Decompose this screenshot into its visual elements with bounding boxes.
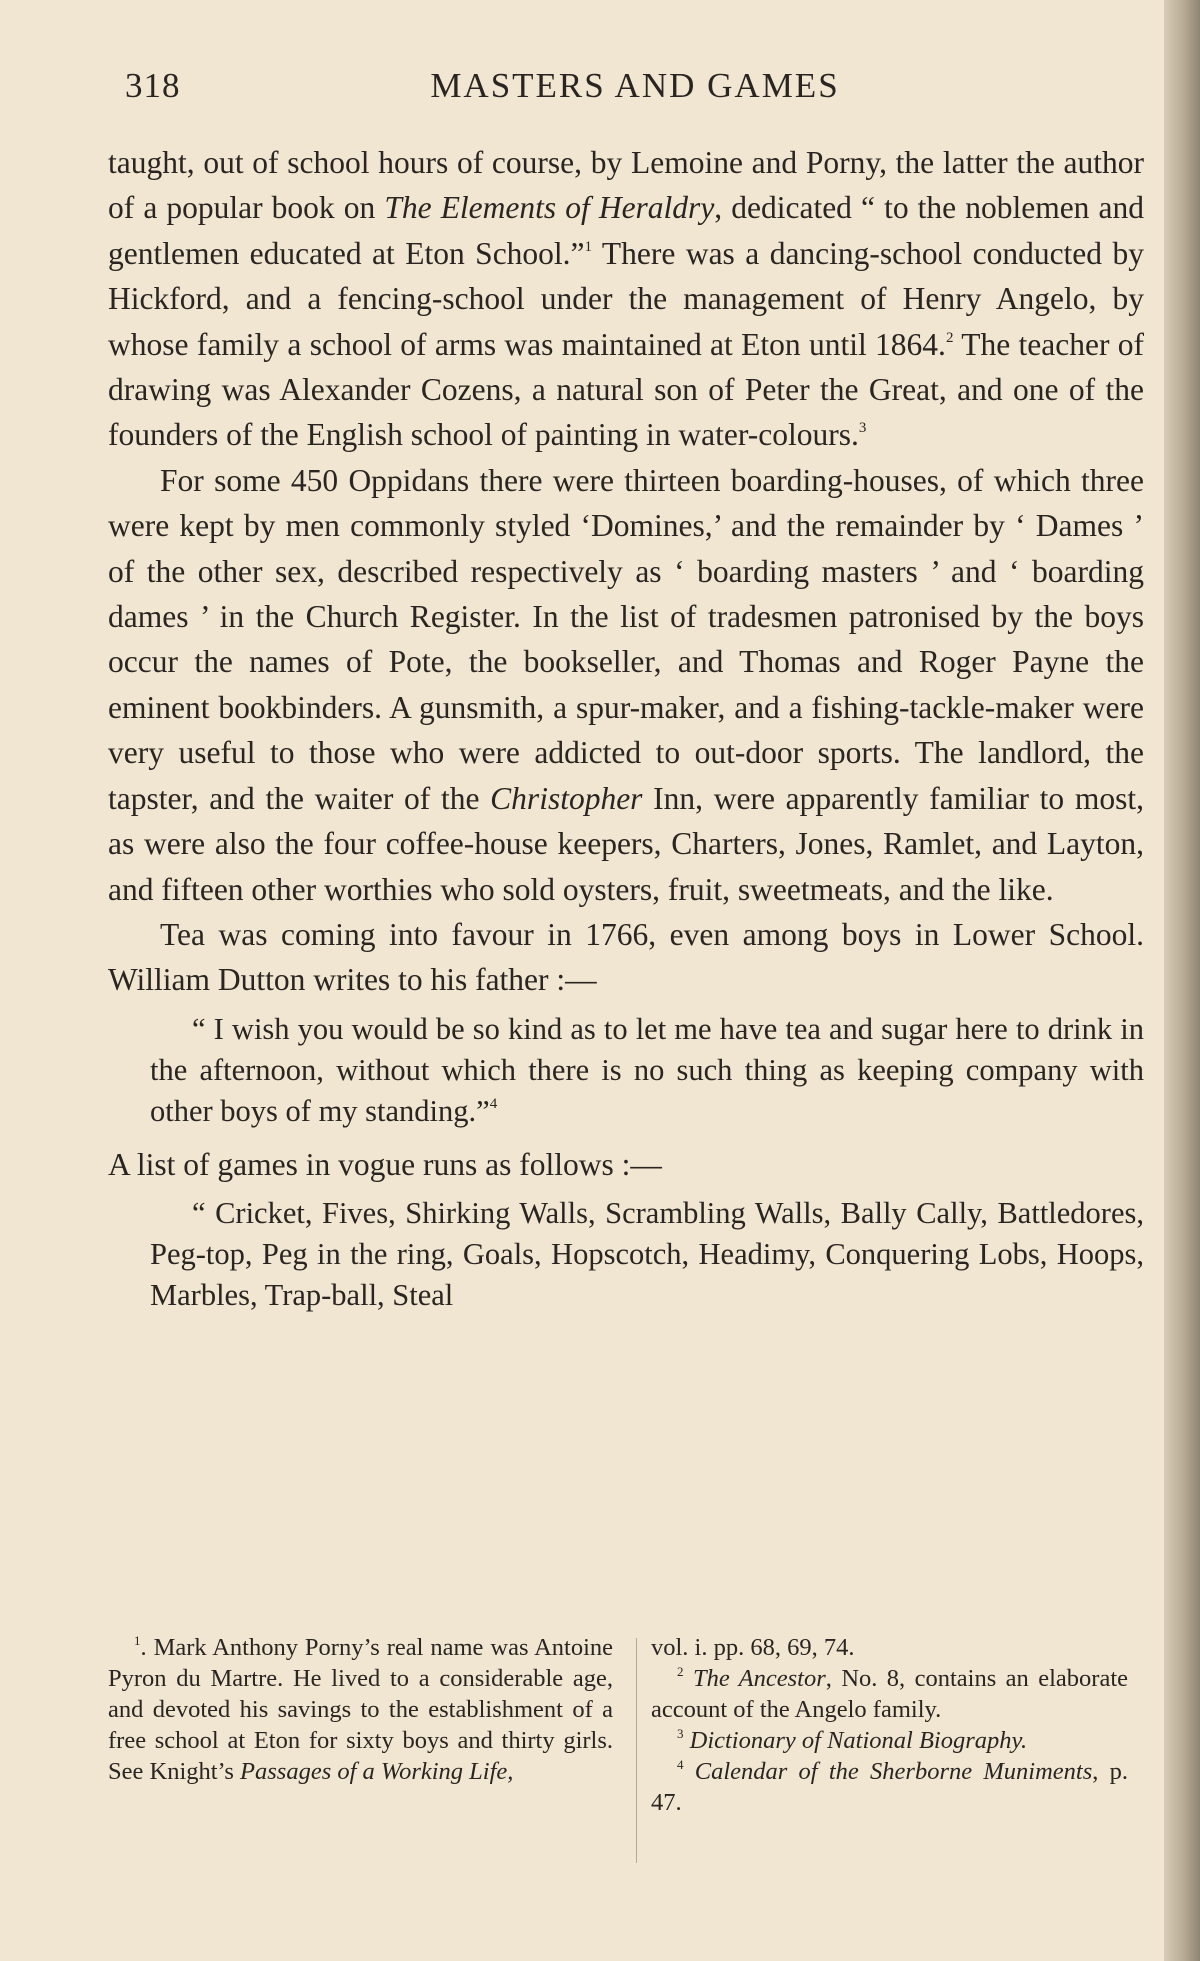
paragraph-4: A list of games in vogue runs as follows :—	[108, 1146, 662, 1182]
text-run: taught, out of school hours of course, by Lemoine and Porny, the latter the author of a popular book on	[108, 145, 1144, 226]
footnote-ref-4: 4	[489, 1095, 498, 1112]
footnote-1-continued: vol. i. pp. 68, 69, 74.	[651, 1634, 855, 1661]
text-run: , dedicated “ to the noblemen and gentlemen educated at Eton School.”	[108, 190, 1144, 271]
text-run: Inn, were apparently familiar to most, as were also the four coffee-house keepers, Charters, Jones, Ramlet, and Layton, and fifteen other worthies who sold oysters, fruit, sweetmeats, and the like.	[108, 780, 1144, 907]
text-run: For some 450 Oppidans there were thirteen boarding-houses, of which three were kept by men commonly styled ‘Domines,’ and the remainder by ‘ Dames ’ of the other sex, described respectively as ‘ boarding masters ’ and ‘ boarding dames ’ in the Church Register. In the list of tradesmen patronised by the boys occur the names of Pote, the bookseller, and Thomas and Roger Payne the eminent bookbinders. A gunsmith, a spur-maker, and a fishing-tackle-maker were very useful to those who were addicted to out-door sports. The landlord, the tapster, and the waiter of the	[108, 462, 1144, 816]
paragraph-3: Tea was coming into favour in 1766, even among boys in Lower School. William Dutton writes to his father :—	[108, 916, 1144, 998]
column-divider	[636, 1638, 637, 1863]
page-number: 318	[125, 66, 181, 105]
running-head: MASTERS AND GAMES	[430, 66, 840, 105]
footnote-mark: 3	[677, 1726, 684, 1741]
block-quote-2: “ Cricket, Fives, Shirking Walls, Scrambling Walls, Bally Cally, Battledores, Peg-top, Peg in the ring, Goals, Hopscotch, Headimy, Conquering Lobs, Hoops, Marbles, Trap-ball, Steal	[150, 1196, 1144, 1313]
footnote-italic: The Ancestor	[692, 1665, 826, 1692]
italic-title: The Elements of Heraldry	[384, 190, 715, 226]
italic-name: Christopher	[490, 780, 643, 816]
footnote-mark: 1	[134, 1633, 141, 1648]
footnote-italic: Passages of a Working Life,	[240, 1758, 514, 1785]
footnotes	[108, 1632, 1128, 1872]
footnote-ref-3: 3	[858, 420, 867, 437]
page-header	[125, 66, 1145, 116]
text-run: There was a dancing-school conducted by Hickford, and a fencing-school under the management of Henry Angelo, by whose family a school of arms was maintained at Eton until 1864.	[108, 235, 1144, 362]
footnote-1	[108, 1632, 613, 1787]
footnote-column-left	[108, 1632, 613, 1787]
block-quote-1	[150, 1009, 1144, 1132]
footnote-2	[651, 1663, 1128, 1725]
footnote-italic: Calendar of the Sherborne Muniments	[694, 1758, 1093, 1785]
footnote-text: , No. 8, contains an elaborate account of the Angelo family.	[651, 1665, 1129, 1723]
footnote-italic: Dictionary of National Biography.	[689, 1727, 1028, 1754]
footnote-column-right	[651, 1632, 1128, 1818]
footnote-ref-2: 2	[945, 329, 954, 346]
footnote-text: , p. 47.	[651, 1758, 1128, 1816]
footnote-text: . Mark Anthony Porny’s real name was Antoine Pyron du Martre. He lived to a considerable age, and devoted his savings to the establishment of a free school at Eton for sixty boys and thirty girls. See Knight’s	[108, 1634, 613, 1785]
footnote-3	[651, 1725, 1128, 1756]
footnote-mark: 4	[677, 1757, 684, 1772]
quote-text: “ I wish you would be so kind as to let me have tea and sugar here to drink in the afternoon, without which there is no such thing as keeping company with other boys of my standing.”	[150, 1011, 1144, 1128]
paragraph-1	[108, 140, 1144, 458]
footnote-4	[651, 1756, 1128, 1818]
paragraph-2	[108, 458, 1144, 912]
text-run: The teacher of drawing was Alexander Cozens, a natural son of Peter the Great, and one of the founders of the English school of painting in water-colours.	[108, 326, 1145, 453]
body-text	[108, 140, 1144, 1322]
page-edge-shadow	[1164, 0, 1200, 1961]
footnote-mark: 2	[677, 1664, 684, 1679]
footnote-ref-1: 1	[584, 238, 593, 255]
